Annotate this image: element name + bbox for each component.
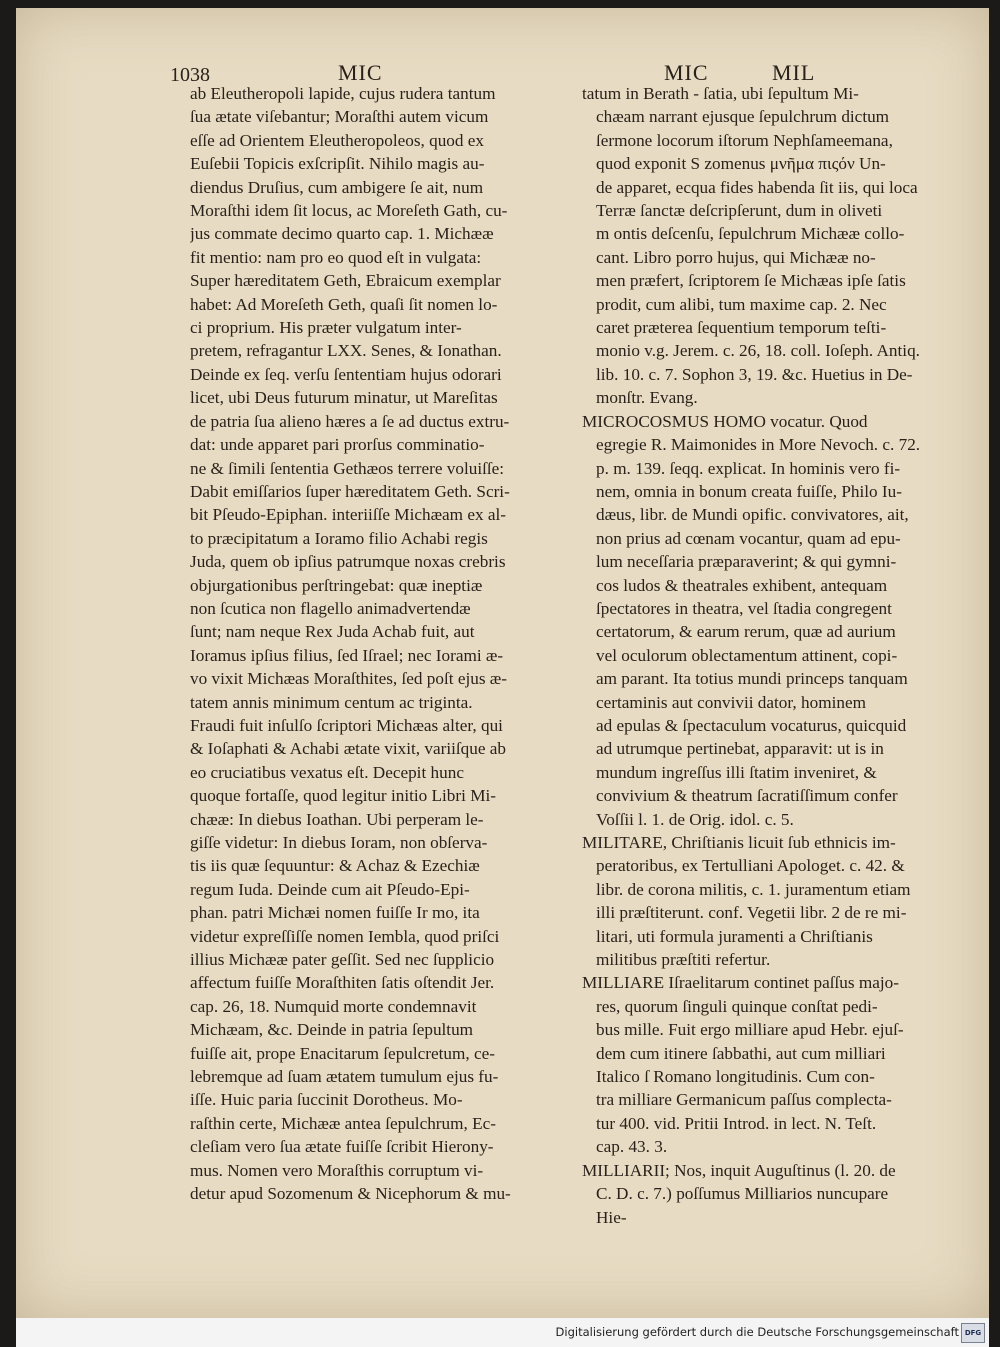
text-line: tur 400. vid. Pritii Introd. in lect. N. Teſt. (596, 1113, 877, 1133)
text-line: ne & ſimili ſententia Gethæos terrere voluiſſe: (190, 458, 505, 478)
text-line: certatorum, & earum rerum, quæ ad aurium (596, 622, 896, 642)
text-line: iſſe. Huic paria ſuccinit Dorotheus. Mo- (190, 1090, 463, 1110)
text-line: ſpectatores in theatra, vel ſtadia congregent (596, 598, 892, 618)
text-line: cos ludos & theatrales exhibent, antequam (596, 575, 888, 595)
text-line: ſunt; nam neque Rex Juda Achab fuit, aut (190, 622, 475, 642)
text-line: egregie R. Maimonides in More Nevoch. c. 72. (596, 435, 921, 455)
text-line: affectum fuiſſe Moraſthiten ſatis oſtendit Jer. (190, 973, 495, 993)
text-line: chæam narrant ejusque ſepulchrum dictum (596, 107, 890, 127)
text-line: tatum in Berath - ſatia, ubi ſepultum Mi- (582, 84, 859, 103)
text-line: bus mille. Fuit ergo milliare apud Hebr. ejuſ- (596, 1020, 904, 1040)
text-line: ad epulas & ſpectaculum vocaturus, quicquid (596, 715, 907, 735)
text-line: illi præſtiterunt. conf. Vegetii libr. 2 de re mi- (596, 903, 907, 923)
text-line: eſſe ad Orientem Eleutheropoleos, quod ex (190, 130, 485, 150)
text-line: diendus Druſius, cum ambigere ſe ait, num (190, 177, 484, 197)
text-line: mus. Nomen vero Moraſthis corruptum vi- (190, 1160, 484, 1180)
text-line: ci proprium. His præter vulgatum inter- (190, 318, 462, 338)
text-line: habet: Ad Moreſeth Geth, quaſi ſit nomen lo- (190, 294, 498, 314)
text-line: videtur expreſſiſſe nomen Iembla, quod priſci (190, 926, 500, 946)
text-line: raſthin certe, Michææ antea ſepulchrum, Ec- (190, 1113, 496, 1133)
text-line: ab Eleutheropoli lapide, cujus rudera tantum (190, 84, 496, 103)
text-line: jus commate decimo quarto cap. 1. Michææ (190, 224, 494, 244)
text-line: vel oculorum oblectamentum attinent, copi- (596, 645, 898, 665)
text-line: quoque fortaſſe, quod legitur initio Libri Mi- (190, 786, 496, 806)
text-line: giſſe videtur: In diebus Ioram, non obſerva- (190, 833, 488, 852)
text-line: fit mentio: nam pro eo quod eſt in vulgata: (190, 247, 482, 267)
text-line: Dabit emiſſarios ſuper hæreditatem Geth. Scri- (190, 481, 510, 501)
text-line: men præfert, ſcriptorem ſe Michæas ipſe ſatis (596, 271, 906, 291)
text-line: libr. de corona militis, c. 1. juramentum etiam (596, 879, 911, 899)
text-line: non prius ad cœnam vocantur, quam ad epu- (596, 528, 901, 548)
text-line: phan. patri Michæi nomen fuiſſe Ir mo, ita (190, 903, 480, 923)
text-line: mundum ingreſſus illi ſtatim inveniret, & (596, 762, 877, 782)
text-line: MILLIARII; Nos, inquit Auguſtinus (l. 20. de (582, 1160, 896, 1180)
text-line: & Ioſaphati & Achabi ætate vixit, variiſque ab (190, 739, 506, 759)
text-line: Ioramus ipſius filius, ſed Iſrael; nec Iorami æ- (190, 645, 504, 665)
text-line: illius Michææ pater geſſit. Sed nec ſupplicio (190, 950, 495, 970)
text-line: Terræ ſanctæ deſcripſerunt, dum in oliveti (596, 201, 883, 221)
text-line: Juda, quem ob ipſius patrumque noxas crebris (190, 552, 506, 572)
text-line: eo cruciatibus vexatus eſt. Decepit hunc (190, 762, 464, 782)
text-line: m ontis deſcenſu, ſepulchrum Michææ collo- (596, 224, 905, 244)
text-line: quod exponit S zomenus μνῆμα πιςόν Un- (596, 154, 886, 174)
text-line: to præcipitatum a Ioramo filio Achabi regis (190, 528, 488, 548)
text-line: ad utrumque pertinebat, apparavit: ut is in (596, 739, 884, 759)
text-line: lum neceſſaria præparaverint; & qui gymni- (596, 552, 897, 572)
middle-running-head: MIC (664, 60, 709, 85)
text-line: cap. 43. 3. (596, 1137, 668, 1157)
text-line: monſtr. Evang. (596, 388, 698, 408)
text-line: MILITARE, Chriſtianis licuit ſub ethnicis im- (582, 833, 896, 852)
page-number: 1038 (170, 64, 210, 86)
text-line: de patria ſua alieno hæres a ſe ad ductus extru- (190, 411, 510, 431)
text-line: ſermone locorum iſtorum Nephſameemana, (596, 130, 893, 150)
text-line: prodit, cum alibi, tum maxime cap. 2. Nec (596, 294, 887, 314)
text-line: non ſcutica non flagello animadvertendæ (190, 598, 471, 618)
text-line: dæus, libr. de Mundi opific. convivatores, ait, (596, 505, 909, 525)
left-text-column (190, 82, 576, 1206)
text-line: Italico ſ Romano longitudinis. Cum con- (596, 1067, 875, 1087)
text-line: tis iis quæ ſequuntur: & Achaz & Ezechiæ (190, 856, 480, 876)
text-line: C. D. c. 7.) poſſumus Milliarios nuncupare (596, 1184, 889, 1204)
text-line: nem, omnia in bonum creata fuiſſe, Philo Iu- (596, 481, 902, 501)
text-line: convivium & theatrum ſacratiſſimum confer (596, 786, 898, 806)
dfg-logo: DFG (961, 1323, 985, 1343)
text-line: lib. 10. c. 7. Sophon 3, 19. &c. Huetius in De- (596, 364, 913, 384)
digitization-footer (16, 1318, 989, 1347)
text-line: res, quorum ſinguli quinque conſtat pedi- (596, 996, 878, 1016)
text-line: Super hæreditatem Geth, Ebraicum exemplar (190, 271, 501, 291)
text-line: p. m. 139. ſeqq. explicat. In hominis vero fi- (596, 458, 901, 478)
text-line: Hie- (596, 1207, 627, 1227)
text-line: bit Pſeudo-Epiphan. interiiſſe Michæam ex al- (190, 505, 506, 525)
text-line: MILLIARE Iſraelitarum continet paſſus majo- (582, 973, 899, 993)
scanned-page (16, 8, 989, 1318)
text-line: detur apud Sozomenum & Nicephorum & mu- (190, 1184, 511, 1204)
text-line: caret præterea ſequentium temporum teſti- (596, 318, 887, 338)
text-line: MICROCOSMUS HOMO vocatur. Quod (582, 411, 868, 431)
footer-credit: Digitalisierung gefördert durch die Deutsche Forschungsgemeinschaft (555, 1325, 959, 1339)
text-line: objurgationibus perſtringebat: quæ ineptiæ (190, 575, 483, 595)
text-line: cleſiam vero ſua ætate fuiſſe ſcribit Hierony- (190, 1137, 494, 1157)
text-line: tra milliare Germanicum paſſus complecta- (596, 1090, 892, 1110)
text-line: Fraudi fuit inſulſo ſcriptori Michæas alter, qui (190, 715, 503, 735)
text-line: ſua ætate viſebantur; Moraſthi autem vicum (190, 107, 489, 127)
text-line: fuiſſe ait, prope Enacitarum ſepulcretum, ce- (190, 1043, 495, 1063)
text-line: licet, ubi Deus futurum minatur, ut Mareſitas (190, 388, 498, 408)
text-line: Michæam, &c. Deinde in patria ſepultum (190, 1020, 474, 1040)
text-line: lebremque ad ſuam ætatem tumulum ejus fu- (190, 1067, 499, 1087)
text-line: de apparet, ecqua fides habenda ſit iis, qui loca (596, 177, 918, 197)
left-running-head: MIC (338, 60, 383, 85)
text-line: Voſſii l. 1. de Orig. idol. c. 5. (596, 809, 794, 829)
text-line: peratoribus, ex Tertulliani Apologet. c. 42. & (596, 856, 905, 876)
text-line: Moraſthi idem ſit locus, ac Moreſeth Gath, cu- (190, 201, 508, 221)
text-line: dat: unde apparet pari prorſus comminatio- (190, 435, 485, 455)
right-running-head: MIL (772, 60, 816, 85)
text-line: monio v.g. Jerem. c. 26, 18. coll. Ioſeph. Antiq. (596, 341, 920, 361)
text-line: am parant. Ita totius mundi princeps tanquam (596, 669, 908, 689)
text-line: Deinde ex ſeq. verſu ſententiam hujus odorari (190, 364, 502, 384)
text-line: cant. Libro porro hujus, qui Michææ no- (596, 247, 876, 267)
text-line: cap. 26, 18. Numquid morte condemnavit (190, 996, 477, 1016)
text-line: certaminis aut convivii dator, hominem (596, 692, 866, 712)
text-line: dem cum itinere ſabbathi, aut cum milliari (596, 1043, 886, 1063)
text-line: vo vixit Michæas Moraſthites, ſed poſt ejus æ- (190, 669, 507, 689)
text-line: Euſebii Topicis exſcripſit. Nihilo magis au- (190, 154, 485, 174)
text-line: tatem annis minimum centum ac triginta. (190, 692, 473, 712)
text-line: pretem, refragantur LXX. Senes, & Ionathan. (190, 341, 502, 361)
right-text-column (582, 82, 976, 1229)
text-line: litari, uti formula juramenti a Chriſtianis (596, 926, 873, 946)
text-line: chææ: In diebus Ioathan. Ubi perperam le- (190, 809, 484, 829)
text-line: regum Iuda. Deinde cum ait Pſeudo-Epi- (190, 879, 470, 899)
text-line: militibus præſtiti refertur. (596, 950, 771, 970)
